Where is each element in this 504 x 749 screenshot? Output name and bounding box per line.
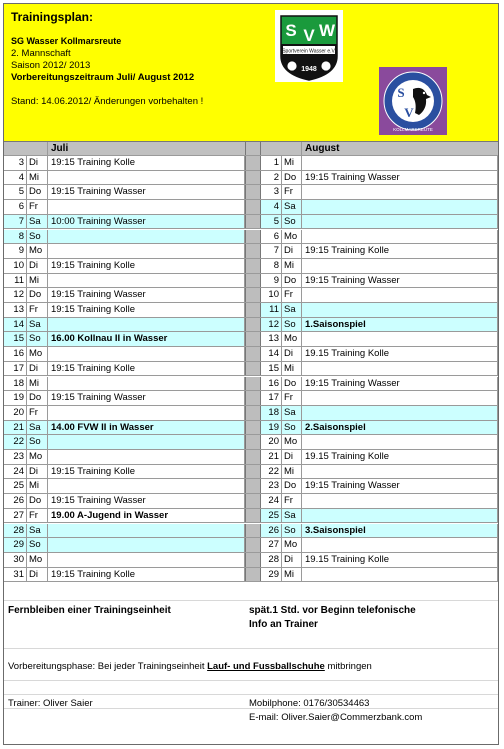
weekday: Mo	[26, 553, 47, 567]
weekday: So	[26, 435, 47, 449]
event: 19:15 Training Kolle	[47, 303, 245, 317]
table-row	[4, 538, 498, 553]
sv-kollmarsreute-logo	[379, 67, 447, 135]
day-number: 15	[268, 362, 279, 374]
event: 19:15 Training Wasser	[301, 377, 498, 391]
event	[301, 288, 498, 302]
column-separator	[245, 156, 261, 170]
event	[47, 200, 245, 214]
weekday: Fr	[26, 303, 47, 317]
column-separator	[245, 450, 261, 464]
event: 19.15 Training Kolle	[301, 553, 498, 567]
weekday: Do	[26, 288, 47, 302]
table-row	[4, 332, 498, 347]
day-number: 10	[13, 259, 24, 271]
weekday: Fr	[26, 509, 47, 523]
preparation-note	[8, 661, 372, 672]
footer	[4, 596, 498, 745]
weekday: Mi	[281, 465, 301, 479]
table-row	[4, 391, 498, 406]
day-number: 12	[261, 318, 281, 332]
weekday: Do	[26, 185, 47, 199]
grid-line	[4, 648, 498, 649]
day-number: 23	[268, 480, 279, 492]
club-name: SG Wasser Kollmarsreute	[11, 36, 122, 46]
weekday: Do	[281, 171, 301, 185]
day-number: 24	[268, 495, 279, 507]
logo-year: 1948	[301, 66, 317, 73]
weekday: Mi	[26, 479, 47, 493]
event	[47, 377, 245, 391]
day-number: 17	[268, 392, 279, 404]
grid-line	[4, 694, 498, 695]
column-separator	[245, 332, 261, 346]
day-number: 1	[273, 157, 279, 168]
weekday: So	[26, 332, 47, 346]
day-number: 16	[268, 377, 279, 389]
table-row	[4, 347, 498, 362]
day-number: 29	[268, 568, 279, 580]
day-number: 28	[268, 553, 279, 565]
weekday: Mo	[281, 435, 301, 449]
column-separator	[245, 465, 261, 479]
column-separator	[245, 288, 261, 302]
weekday: Mi	[281, 156, 301, 170]
month-juli: Juli	[47, 142, 245, 155]
event: 19:15 Training Wasser	[301, 171, 498, 185]
column-separator	[245, 568, 261, 582]
column-separator	[245, 347, 261, 361]
weekday: Mo	[281, 332, 301, 346]
event	[301, 215, 498, 229]
event: 19:15 Training Kolle	[47, 259, 245, 273]
table-row	[4, 156, 498, 171]
training-plan-sheet	[3, 3, 499, 745]
month-august: August	[301, 142, 498, 155]
table-row	[4, 553, 498, 568]
weekday: Di	[281, 347, 301, 361]
day-number: 24	[13, 465, 24, 477]
event: 19:15 Training Wasser	[47, 185, 245, 199]
weekday: Mi	[26, 377, 47, 391]
event	[301, 362, 498, 376]
table-row	[4, 200, 498, 215]
day-number: 8	[273, 259, 279, 271]
table-row	[4, 465, 498, 480]
day-number: 3	[273, 186, 279, 198]
event	[47, 347, 245, 361]
absence-rule-1: spät.1 Std. vor Beginn telefonische	[249, 605, 416, 616]
weekday: Sa	[26, 524, 47, 538]
column-separator	[245, 553, 261, 567]
day-number: 21	[4, 421, 26, 435]
day-number: 5	[18, 186, 24, 198]
weekday: Fr	[281, 494, 301, 508]
table-row	[4, 288, 498, 303]
event	[301, 259, 498, 273]
email-address: E-mail: Oliver.Saier@Commerzbank.com	[249, 712, 423, 723]
weekday: So	[281, 215, 301, 229]
weekday: Mo	[281, 230, 301, 244]
event	[301, 303, 498, 317]
day-number: 28	[4, 524, 26, 538]
event	[301, 465, 498, 479]
event	[301, 509, 498, 523]
table-row	[4, 318, 498, 333]
table-row	[4, 230, 498, 245]
column-separator	[245, 377, 261, 391]
event: 19:15 Training Kolle	[47, 156, 245, 170]
weekday: Di	[26, 568, 47, 582]
prep-shoes: Lauf- und Fussballschuhe	[207, 661, 325, 672]
table-row	[4, 171, 498, 186]
column-separator	[245, 200, 261, 214]
column-separator	[245, 274, 261, 288]
event	[301, 435, 498, 449]
event	[47, 244, 245, 258]
weekday: Do	[281, 377, 301, 391]
day-number: 20	[13, 406, 24, 418]
event: 19:15 Training Kolle	[301, 244, 498, 258]
event	[47, 450, 245, 464]
weekday: So	[26, 230, 47, 244]
logo-club-text: Sportverein Wasser e.V.	[282, 48, 336, 55]
day-number: 25	[13, 480, 24, 492]
column-separator	[245, 142, 261, 155]
column-separator	[245, 435, 261, 449]
day-number: 26	[13, 495, 24, 507]
day-number: 17	[13, 362, 24, 374]
table-row	[4, 509, 498, 524]
column-separator	[245, 391, 261, 405]
table-row	[4, 215, 498, 230]
event	[301, 156, 498, 170]
day-number: 2	[273, 171, 279, 183]
event	[47, 538, 245, 552]
weekday: Di	[26, 465, 47, 479]
prep-text: Vorbereitungsphase: Bei jeder Trainingseinheit	[8, 661, 208, 672]
weekday: Fr	[26, 406, 47, 420]
weekday: Di	[281, 553, 301, 567]
column-separator	[245, 318, 261, 332]
event: 14.00 FVW II in Wasser	[47, 421, 245, 435]
table-row	[4, 524, 498, 539]
column-separator	[245, 494, 261, 508]
day-number: 20	[268, 436, 279, 448]
weekday: Di	[26, 362, 47, 376]
day-number: 22	[268, 465, 279, 477]
column-separator	[245, 479, 261, 493]
event	[47, 274, 245, 288]
logo-letter-s: S	[397, 85, 405, 100]
weekday: So	[281, 421, 301, 435]
logo-letter-s: S	[285, 21, 297, 40]
weekday: Sa	[281, 200, 301, 214]
table-row	[4, 450, 498, 465]
weekday: So	[281, 318, 301, 332]
event: 19:15 Training Kolle	[47, 465, 245, 479]
table-row	[4, 479, 498, 494]
weekday: Fr	[281, 185, 301, 199]
day-number: 16	[13, 348, 24, 360]
event	[47, 435, 245, 449]
day-number: 8	[4, 230, 26, 244]
column-separator	[245, 524, 261, 538]
weekday: Do	[281, 479, 301, 493]
weekday: Mi	[281, 259, 301, 273]
weekday: Di	[26, 156, 47, 170]
event: 19:15 Training Kolle	[47, 362, 245, 376]
column-separator	[245, 259, 261, 273]
event	[47, 553, 245, 567]
day-number: 10	[268, 289, 279, 301]
column-separator	[245, 406, 261, 420]
column-separator	[245, 171, 261, 185]
preparation-period: Vorbereitungszeitraum Juli/ August 2012	[11, 72, 195, 83]
weekday: So	[281, 524, 301, 538]
event	[301, 568, 498, 582]
event	[47, 479, 245, 493]
weekday: Sa	[26, 215, 47, 229]
column-separator	[245, 538, 261, 552]
day-number: 19	[13, 392, 24, 404]
event: 19:15 Training Wasser	[301, 274, 498, 288]
day-number: 11	[14, 274, 24, 286]
day-number: 4	[18, 171, 24, 183]
event: 2.Saisonspiel	[301, 421, 498, 435]
team-name: 2. Mannschaft	[11, 48, 71, 59]
event	[301, 494, 498, 508]
svw-club-logo	[275, 10, 343, 82]
day-number: 31	[13, 568, 24, 580]
event	[301, 200, 498, 214]
day-number: 23	[13, 451, 24, 462]
event: 19:15 Training Wasser	[301, 479, 498, 493]
table-row	[4, 406, 498, 421]
event	[47, 230, 245, 244]
day-number: 27	[13, 509, 24, 521]
table-row	[4, 185, 498, 200]
table-row	[4, 435, 498, 450]
weekday: Mo	[26, 347, 47, 361]
day-number: 26	[261, 524, 281, 538]
column-separator	[245, 509, 261, 523]
month-header-row	[4, 141, 498, 156]
event	[47, 406, 245, 420]
day-number: 13	[268, 333, 279, 345]
table-row	[4, 568, 498, 583]
weekday: Sa	[281, 406, 301, 420]
weekday: Di	[281, 450, 301, 464]
weekday: Mi	[26, 274, 47, 288]
logo-ring-text: KOLLMARSREUTE	[393, 127, 433, 132]
event	[47, 171, 245, 185]
day-number: 18	[13, 377, 24, 389]
logo-letter-v: V	[303, 26, 315, 45]
weekday: Sa	[26, 318, 47, 332]
weekday: So	[26, 538, 47, 552]
logo-letter-v: V	[404, 105, 414, 120]
day-number: 25	[261, 509, 281, 523]
event: 16.00 Kollnau II in Wasser	[47, 332, 245, 346]
day-number: 9	[273, 274, 279, 286]
logo-letter-w: W	[318, 21, 336, 40]
weekday: Do	[26, 494, 47, 508]
weekday: Sa	[281, 509, 301, 523]
event	[301, 406, 498, 420]
day-number: 29	[4, 538, 26, 552]
day-number: 3	[18, 157, 24, 168]
trainer-name: Trainer: Oliver Saier	[8, 698, 93, 709]
day-number: 12	[13, 289, 24, 301]
table-row	[4, 421, 498, 436]
weekday: Sa	[26, 421, 47, 435]
column-separator	[245, 230, 261, 244]
event	[301, 538, 498, 552]
column-separator	[245, 362, 261, 376]
prep-end: mitbringen	[324, 661, 372, 672]
grid-line	[4, 600, 498, 601]
yellow-header	[4, 4, 498, 141]
event: 1.Saisonspiel	[301, 318, 498, 332]
day-number: 18	[261, 406, 281, 420]
mobile-phone: Mobilphone: 0176/30534463	[249, 698, 370, 709]
weekday: Mi	[26, 171, 47, 185]
grid-line	[4, 680, 498, 681]
plan-title: Trainingsplan:	[11, 10, 94, 24]
weekday: Mi	[281, 362, 301, 376]
day-number: 7	[273, 245, 279, 257]
weekday: Mo	[26, 244, 47, 258]
column-separator	[245, 244, 261, 258]
event: 19:15 Training Wasser	[47, 494, 245, 508]
absence-rule-label: Fernbleiben einer Trainingseinheit	[8, 605, 171, 616]
day-number: 11	[261, 303, 281, 317]
event	[47, 524, 245, 538]
weekday: Fr	[26, 200, 47, 214]
weekday: Do	[281, 274, 301, 288]
column-separator	[245, 185, 261, 199]
day-number: 7	[4, 215, 26, 229]
day-number: 27	[268, 539, 279, 551]
event: 19.00 A-Jugend in Wasser	[47, 509, 245, 523]
day-number: 5	[261, 215, 281, 229]
event: 19:15 Training Wasser	[47, 288, 245, 302]
weekday: Mo	[26, 450, 47, 464]
column-separator	[245, 421, 261, 435]
column-separator	[245, 215, 261, 229]
weekday: Di	[26, 259, 47, 273]
day-number: 14	[268, 348, 279, 360]
day-number: 6	[273, 230, 279, 242]
column-separator	[245, 303, 261, 317]
day-number: 19	[261, 421, 281, 435]
event	[301, 332, 498, 346]
event: 19.15 Training Kolle	[301, 347, 498, 361]
table-row	[4, 494, 498, 509]
weekday: Fr	[281, 391, 301, 405]
event: 3.Saisonspiel	[301, 524, 498, 538]
event: 10:00 Training Wasser	[47, 215, 245, 229]
day-number: 4	[261, 200, 281, 214]
absence-rule-2: Info an Trainer	[249, 619, 318, 630]
table-row	[4, 303, 498, 318]
event: 19:15 Training Wasser	[47, 391, 245, 405]
day-number: 21	[268, 451, 279, 462]
day-number: 15	[4, 332, 26, 346]
day-number: 30	[13, 553, 24, 565]
day-number: 9	[18, 245, 24, 257]
event	[301, 391, 498, 405]
table-row	[4, 259, 498, 274]
weekday: Mi	[281, 568, 301, 582]
day-number: 13	[13, 304, 24, 315]
table-row	[4, 244, 498, 259]
weekday: Fr	[281, 288, 301, 302]
status-date: Stand: 14.06.2012/ Änderungen vorbehalten !	[11, 96, 204, 107]
event: 19.15 Training Kolle	[301, 450, 498, 464]
day-number: 22	[4, 435, 26, 449]
day-number: 6	[18, 201, 24, 213]
day-number: 14	[4, 318, 26, 332]
event	[47, 318, 245, 332]
weekday: Di	[281, 244, 301, 258]
weekday: Sa	[281, 303, 301, 317]
season-label: Saison 2012/ 2013	[11, 60, 91, 71]
event	[301, 185, 498, 199]
table-row	[4, 274, 498, 289]
weekday: Mo	[281, 538, 301, 552]
event: 19:15 Training Kolle	[47, 568, 245, 582]
weekday: Do	[26, 391, 47, 405]
table-row	[4, 377, 498, 392]
event	[301, 230, 498, 244]
table-row	[4, 362, 498, 377]
